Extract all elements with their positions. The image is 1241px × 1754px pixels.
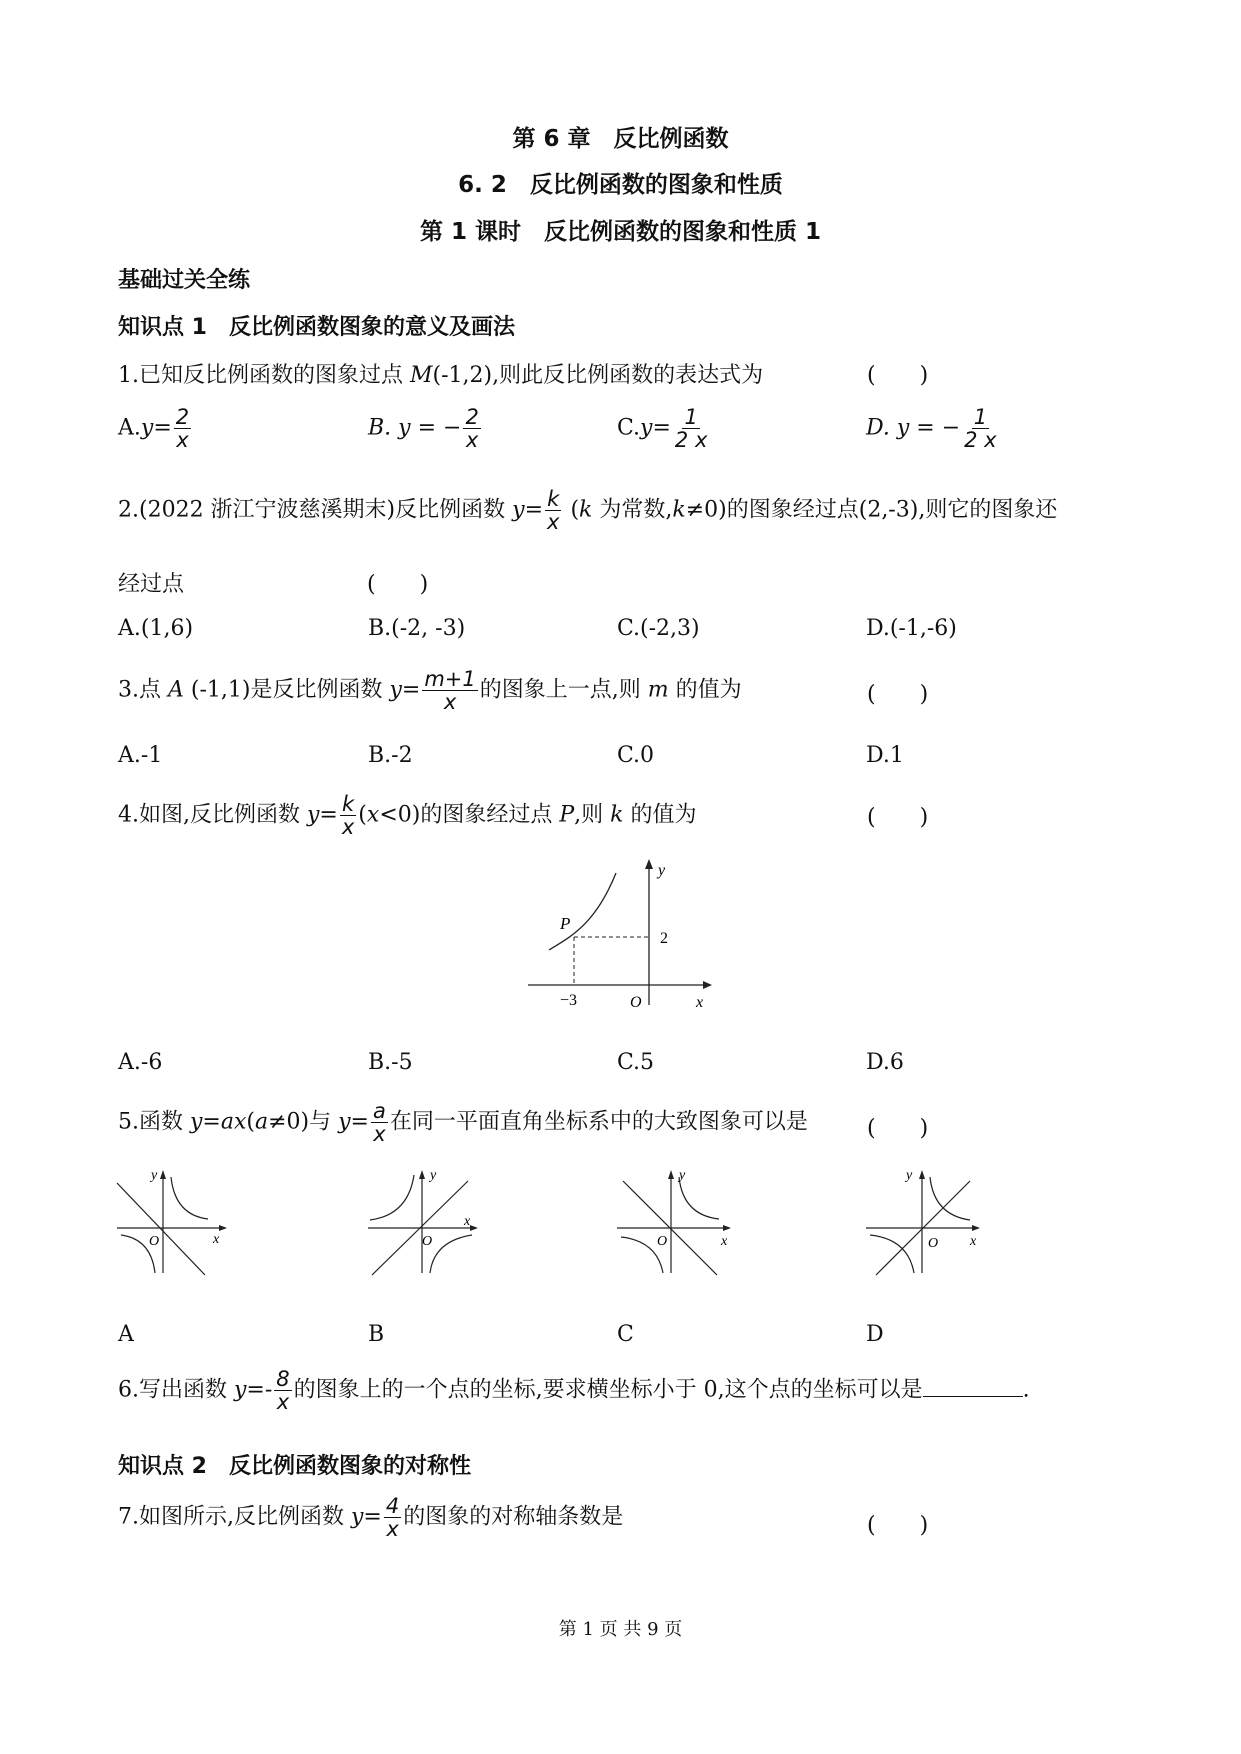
y-axis-label: y bbox=[906, 1168, 913, 1183]
fraction: $\frac{m+1}{x}$ bbox=[424, 667, 476, 715]
fraction: $\frac{2}{x}$ bbox=[175, 405, 190, 453]
knowledge-point-1: 知识点 1 反比例函数图象的意义及画法 bbox=[118, 315, 515, 340]
question-5-graph-d[interactable] bbox=[862, 1165, 987, 1280]
question-2-answer-paren: ( ) bbox=[367, 572, 429, 597]
fraction: $\frac{k}{x}$ bbox=[341, 792, 355, 840]
question-4-answer-paren: ( ) bbox=[867, 805, 929, 830]
origin-label: O bbox=[928, 1236, 939, 1251]
question-1-option-c[interactable]: C.y= $\frac{1}{2 x}$ bbox=[617, 405, 708, 453]
point-p-label: P bbox=[560, 914, 571, 933]
question-2-stem-line2: 经过点 bbox=[118, 572, 185, 597]
question-4-option-a[interactable]: A.-6 bbox=[118, 1050, 163, 1075]
chapter-title: 第 6 章 反比例函数 bbox=[512, 126, 729, 152]
question-1-stem: 1.已知反比例函数的图象过点 M(-1,2),则此反比例函数的表达式为 bbox=[118, 363, 764, 388]
y-axis-arrow-icon bbox=[160, 1170, 166, 1179]
page-footer: 第 1 页 共 9 页 bbox=[558, 1619, 683, 1640]
origin-label: O bbox=[422, 1234, 433, 1249]
question-7-answer-paren: ( ) bbox=[867, 1513, 929, 1538]
question-2-option-d[interactable]: D.(-1,-6) bbox=[866, 616, 957, 641]
question-4-figure bbox=[520, 855, 720, 1015]
question-5-graph-c[interactable] bbox=[613, 1165, 738, 1280]
question-3-option-b[interactable]: B.-2 bbox=[368, 743, 413, 768]
x-axis-arrow-icon bbox=[470, 1225, 478, 1231]
hyperbola-branch bbox=[171, 1177, 208, 1219]
knowledge-point-2: 知识点 2 反比例函数图象的对称性 bbox=[118, 1454, 471, 1479]
question-2-stem: 2.(2022 浙江宁波慈溪期末)反比例函数 y= $\frac{k}{x}$ (k 为常数,k≠0)的图象经过点(2,-3),则它的图象还 bbox=[118, 487, 1058, 535]
question-3-stem: 3.点 A (-1,1)是反比例函数 y= $\frac{m+1}{x}$ 的图象上一点,则 m 的值为 bbox=[118, 667, 742, 715]
origin-label: O bbox=[630, 994, 642, 1011]
x-axis-arrow-icon bbox=[972, 1225, 980, 1231]
y-axis-label: y bbox=[430, 1168, 437, 1183]
y-axis-label: y bbox=[679, 1168, 686, 1183]
question-7-stem: 7.如图所示,反比例函数 y= $\frac{4}{x}$ 的图象的对称轴条数是 bbox=[118, 1494, 624, 1542]
question-6-stem: 6.写出函数 y=- $\frac{8}{x}$ 的图象上的一个点的坐标,要求横坐标小于 0,这个点的坐标可以是 . bbox=[118, 1367, 1030, 1415]
section-title: 6. 2 反比例函数的图象和性质 bbox=[458, 172, 783, 198]
answer-blank[interactable] bbox=[923, 1378, 1023, 1397]
fraction: $\frac{4}{x}$ bbox=[385, 1494, 400, 1542]
line-graph bbox=[117, 1183, 205, 1275]
fraction: $\frac{8}{x}$ bbox=[276, 1367, 290, 1415]
y-axis-arrow-icon bbox=[645, 859, 653, 869]
question-3-answer-paren: ( ) bbox=[867, 682, 929, 707]
x-axis-arrow-icon bbox=[219, 1225, 227, 1231]
question-5-label-b[interactable]: B bbox=[368, 1322, 385, 1347]
question-5-answer-paren: ( ) bbox=[867, 1116, 929, 1141]
question-4-option-c[interactable]: C.5 bbox=[617, 1050, 655, 1075]
question-5-label-a[interactable]: A bbox=[118, 1322, 134, 1347]
hyperbola-branch bbox=[430, 1235, 472, 1273]
question-5-stem: 5.函数 y=ax(a≠0)与 y= $\frac{a}{x}$ 在同一平面直角坐标系中的大致图象可以是 bbox=[118, 1099, 808, 1147]
y-axis-arrow-icon bbox=[668, 1170, 674, 1179]
tick-label-2: 2 bbox=[660, 930, 668, 947]
question-5-graph-b[interactable] bbox=[364, 1165, 484, 1280]
question-3-option-c[interactable]: C.0 bbox=[617, 743, 655, 768]
hyperbola-branch bbox=[870, 1235, 914, 1273]
hyperbola-branch bbox=[370, 1175, 414, 1220]
question-3-option-d[interactable]: D.1 bbox=[866, 743, 904, 768]
y-axis-arrow-icon bbox=[919, 1170, 925, 1179]
fraction: $\frac{2}{x}$ bbox=[465, 405, 479, 453]
fraction: $\frac{a}{x}$ bbox=[372, 1099, 386, 1147]
question-5-label-c[interactable]: C bbox=[617, 1322, 634, 1347]
question-1-answer-paren: ( ) bbox=[867, 363, 929, 388]
x-axis-arrow-icon bbox=[723, 1225, 731, 1231]
question-2-option-a[interactable]: A.(1,6) bbox=[118, 616, 194, 641]
question-1-option-a[interactable]: A.y= $\frac{2}{x}$ bbox=[118, 405, 190, 453]
lesson-title: 第 1 课时 反比例函数的图象和性质 1 bbox=[419, 219, 822, 245]
x-axis-label: x bbox=[213, 1232, 220, 1247]
y-axis-label: y bbox=[658, 862, 666, 879]
question-3-option-a[interactable]: A.-1 bbox=[118, 743, 163, 768]
fraction: $\frac{k}{x}$ bbox=[547, 487, 560, 535]
hyperbola-curve bbox=[549, 873, 616, 950]
question-1-option-d[interactable]: D. y = − $\frac{1}{2 x}$ bbox=[866, 405, 997, 453]
question-1-option-b[interactable]: B. y = − $\frac{2}{x}$ bbox=[368, 405, 479, 453]
x-axis-arrow-icon bbox=[703, 981, 712, 989]
hyperbola-branch bbox=[679, 1177, 719, 1219]
origin-label: O bbox=[149, 1234, 160, 1249]
x-axis-label: x bbox=[464, 1214, 471, 1229]
fraction: $\frac{1}{2 x}$ bbox=[964, 405, 997, 453]
x-axis-label: x bbox=[696, 994, 704, 1011]
question-5-graph-a[interactable] bbox=[113, 1165, 233, 1280]
question-2-option-b[interactable]: B.(-2, -3) bbox=[368, 616, 466, 641]
x-axis-label: x bbox=[721, 1234, 728, 1249]
question-4-option-b[interactable]: B.-5 bbox=[368, 1050, 413, 1075]
tick-label-neg3: −3 bbox=[560, 992, 578, 1009]
question-2-option-c[interactable]: C.(-2,3) bbox=[617, 616, 700, 641]
y-axis-arrow-icon bbox=[419, 1170, 425, 1179]
fraction: $\frac{1}{2 x}$ bbox=[674, 405, 708, 453]
question-4-stem: 4.如图,反比例函数 y= $\frac{k}{x}$ (x<0)的图象经过点 P,则 k 的值为 bbox=[118, 792, 697, 840]
y-axis-label: y bbox=[151, 1168, 158, 1183]
question-4-option-d[interactable]: D.6 bbox=[866, 1050, 904, 1075]
origin-label: O bbox=[657, 1234, 668, 1249]
x-axis-label: x bbox=[970, 1234, 977, 1249]
question-5-label-d[interactable]: D bbox=[866, 1322, 884, 1347]
part-title: 基础过关全练 bbox=[118, 268, 251, 293]
hyperbola-branch bbox=[930, 1177, 970, 1220]
